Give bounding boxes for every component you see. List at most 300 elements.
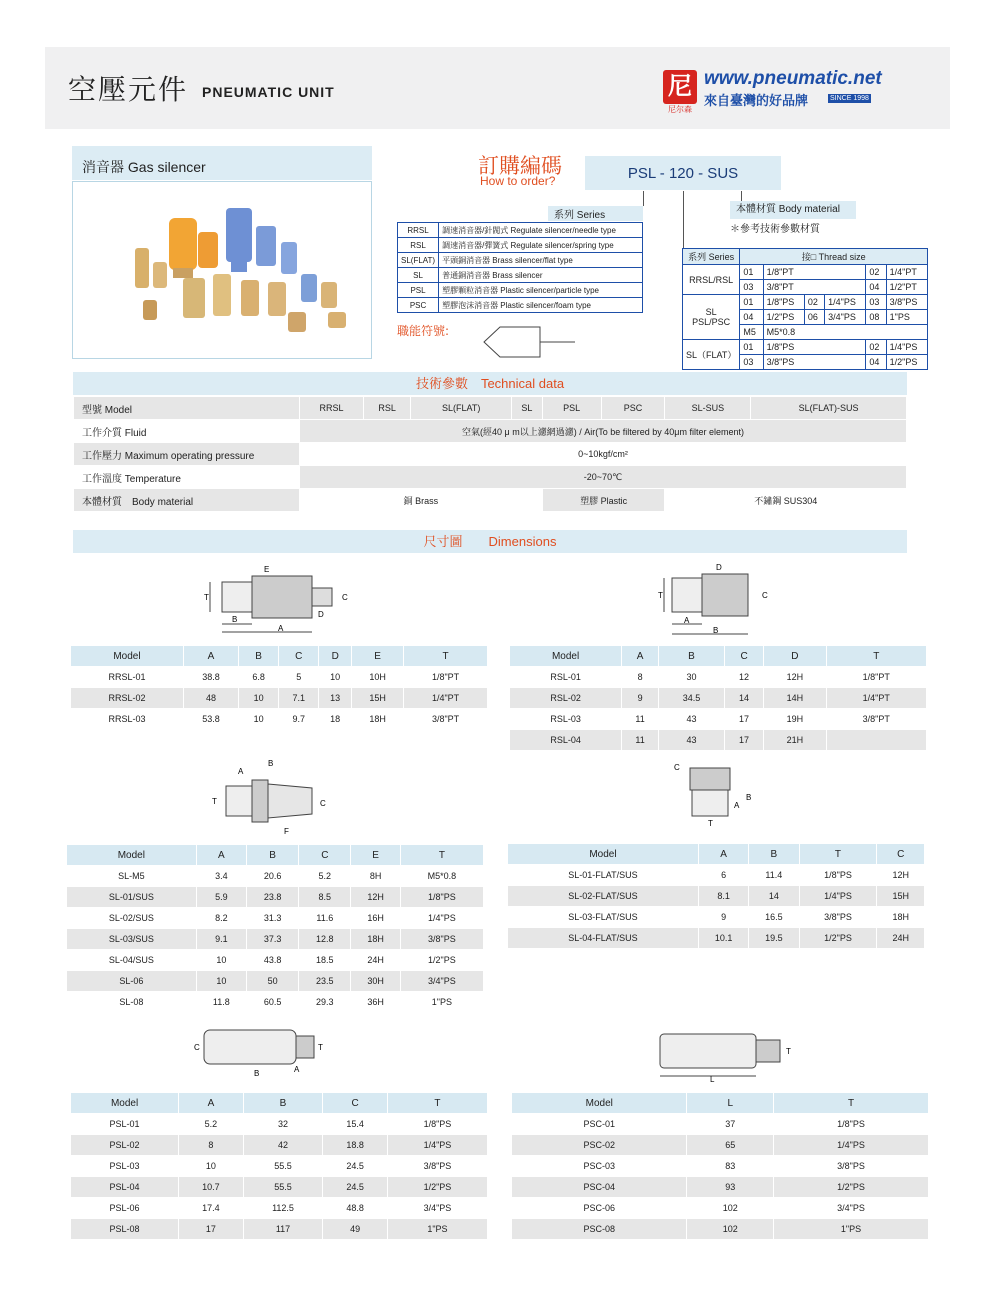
psc-drawing-icon	[650, 1028, 800, 1084]
table-cell: RRSL-01	[71, 667, 184, 688]
dim-letter: B	[268, 759, 274, 768]
dim-letter: B	[232, 615, 238, 624]
dim-letter: A	[278, 624, 284, 633]
table-cell: 17	[179, 1219, 244, 1240]
tech-value: 不鏽鋼 SUS304	[665, 489, 907, 512]
table-cell: 6	[698, 865, 748, 886]
part-number: PSL - 120 - SUS	[627, 165, 739, 182]
tech-label: 工作溫度 Temperature	[74, 466, 300, 489]
table-cell: 14	[724, 688, 763, 709]
table-cell: 12H	[351, 887, 400, 908]
table-cell: 1"PS	[774, 1219, 929, 1240]
table-cell: Model	[508, 844, 699, 865]
thread-group: SL（FLAT）	[683, 340, 740, 370]
table-cell: PSC-01	[512, 1114, 687, 1135]
table-cell: 34.5	[659, 688, 725, 709]
table-cell: T	[826, 646, 927, 667]
tech-model: SL(FLAT)	[411, 397, 512, 420]
table-cell: 17	[724, 709, 763, 730]
table-cell: 55.5	[243, 1177, 323, 1198]
table-cell: 55.5	[243, 1156, 323, 1177]
table-cell: Model	[67, 845, 197, 866]
table-row	[683, 295, 928, 310]
table-cell: C	[877, 844, 925, 865]
thread-code: 04	[866, 280, 886, 295]
table-cell: PSL-01	[71, 1114, 179, 1135]
series-label: 系列 Series	[548, 206, 643, 221]
series-code: PSC	[398, 298, 439, 313]
thread-code: 04	[866, 355, 886, 370]
page-title-en: PNEUMATIC UNIT	[202, 84, 335, 100]
table-cell: 112.5	[243, 1198, 323, 1219]
table-cell: 10.1	[698, 928, 748, 949]
tech-label: 型號 Model	[74, 397, 300, 420]
thread-group: RRSL/RSL	[683, 265, 740, 295]
table-cell: 11	[622, 709, 659, 730]
table-cell: 36H	[351, 992, 400, 1013]
series-desc: 塑膠顆粒消音器 Plastic silencer/particle type	[439, 283, 643, 298]
series-desc: 普通銅消音器 Brass silencer	[439, 268, 643, 283]
thread-code: 02	[866, 340, 886, 355]
table-cell: 1/8"PS	[774, 1114, 929, 1135]
table-cell: 11.4	[749, 865, 799, 886]
silencer-title: 消音器 Gas silencer	[82, 159, 206, 175]
thread-group: SL PSL/PSC	[683, 295, 740, 340]
table-cell: 16.5	[749, 907, 799, 928]
table-cell: 24H	[877, 928, 925, 949]
table-row	[71, 1177, 488, 1198]
dimensions-title: 尺寸圖 Dimensions	[73, 530, 907, 553]
table-cell: 18	[319, 709, 352, 730]
table-row	[398, 253, 643, 268]
table-row	[74, 466, 907, 489]
table-cell: 1/2"PS	[387, 1177, 487, 1198]
thread-code: 01	[740, 265, 763, 280]
table-cell: RRSL-03	[71, 709, 184, 730]
table-row	[71, 646, 488, 667]
table-row	[67, 992, 484, 1013]
table-cell: 10	[239, 688, 279, 709]
table-cell: D	[764, 646, 826, 667]
table-row	[510, 688, 927, 709]
dim-letter: C	[674, 763, 680, 772]
table-cell: 20.6	[247, 866, 299, 887]
table-cell: 23.8	[247, 887, 299, 908]
thread-size: 1/8"PS	[763, 340, 866, 355]
connector-line	[683, 191, 684, 248]
table-cell: SL-M5	[67, 866, 197, 887]
dim-letter: A	[238, 767, 244, 776]
table-cell: RSL-02	[510, 688, 622, 709]
table-row	[398, 268, 643, 283]
table-cell: SL-03-FLAT/SUS	[508, 907, 699, 928]
series-desc: 調速消音器/針閥式 Regulate silencer/needle type	[439, 223, 643, 238]
table-cell: 83	[687, 1156, 774, 1177]
table-cell	[826, 730, 927, 751]
table-cell: T	[799, 844, 877, 865]
table-cell: 5.2	[299, 866, 351, 887]
table-row	[71, 709, 488, 730]
table-cell: 8	[622, 667, 659, 688]
table-cell: 15H	[352, 688, 404, 709]
table-cell: 1/4"PS	[799, 886, 877, 907]
tech-model: RRSL	[300, 397, 364, 420]
table-cell: A	[183, 646, 238, 667]
table-cell: 42	[243, 1135, 323, 1156]
series-code: SL(FLAT)	[398, 253, 439, 268]
table-cell: 3/4"PS	[774, 1198, 929, 1219]
dim-letter: C	[762, 591, 768, 600]
series-code: RRSL	[398, 223, 439, 238]
table-row	[508, 928, 925, 949]
table-cell: 43	[659, 730, 725, 751]
table-cell: B	[239, 646, 279, 667]
table-cell: 3/8"PS	[387, 1156, 487, 1177]
table-cell: 1/4"PS	[774, 1135, 929, 1156]
table-cell: 9	[622, 688, 659, 709]
table-cell: 9.1	[196, 929, 246, 950]
dim-letter: D	[318, 610, 324, 619]
table-row	[67, 887, 484, 908]
table-cell: 5.2	[179, 1114, 244, 1135]
table-cell: 12.8	[299, 929, 351, 950]
connector-line	[741, 191, 742, 201]
table-cell: C	[299, 845, 351, 866]
table-cell: 30H	[351, 971, 400, 992]
table-cell: B	[243, 1093, 323, 1114]
table-cell: Model	[512, 1093, 687, 1114]
table-cell: 102	[687, 1198, 774, 1219]
thread-size: 3/8"PT	[763, 280, 866, 295]
table-row	[508, 844, 925, 865]
table-cell: 3/8"PT	[404, 709, 488, 730]
table-cell: SL-04-FLAT/SUS	[508, 928, 699, 949]
table-cell: 1/8"PS	[799, 865, 877, 886]
table-row	[71, 1156, 488, 1177]
table-row	[74, 489, 907, 512]
table-cell: 14H	[764, 688, 826, 709]
table-cell: 17	[724, 730, 763, 751]
table-cell: 43	[659, 709, 725, 730]
tech-model: SL	[511, 397, 542, 420]
table-cell: M5*0.8	[400, 866, 483, 887]
table-row	[510, 667, 927, 688]
dim-letter: A	[734, 801, 740, 810]
dim-letter: C	[320, 799, 326, 808]
table-cell: 1/2"PS	[774, 1177, 929, 1198]
thread-code: 02	[804, 295, 824, 310]
tech-title: 技術參數 Technical data	[73, 372, 907, 395]
table-cell: 3/8"PS	[799, 907, 877, 928]
table-row	[74, 397, 907, 420]
thread-size: 1/2"PS	[763, 310, 804, 325]
table-cell: SL-02/SUS	[67, 908, 197, 929]
tech-model: PSC	[601, 397, 665, 420]
table-row	[508, 865, 925, 886]
table-cell: 9	[698, 907, 748, 928]
table-row	[71, 1219, 488, 1240]
table-cell: 102	[687, 1219, 774, 1240]
brand-since-badge: SINCE 1998	[830, 95, 869, 102]
table-cell: 1/8"PS	[387, 1114, 487, 1135]
table-cell: 10	[179, 1156, 244, 1177]
series-desc: 塑膠泡沫消音器 Plastic silencer/foam type	[439, 298, 643, 313]
table-row	[683, 340, 928, 355]
thread-table	[682, 248, 928, 370]
table-cell: PSL-08	[71, 1219, 179, 1240]
dim-letter: E	[264, 565, 270, 574]
rsl-drawing-icon	[658, 562, 778, 640]
table-cell: 3/8"PS	[400, 929, 483, 950]
table-cell: 8.2	[196, 908, 246, 929]
table-cell: 37.3	[247, 929, 299, 950]
tech-label: 工作介質 Fluid	[74, 420, 300, 443]
order-title: 訂購編碼	[478, 154, 562, 178]
table-cell: 18.5	[299, 950, 351, 971]
table-cell: 8.5	[299, 887, 351, 908]
series-table	[397, 222, 643, 313]
table-cell: T	[400, 845, 483, 866]
table-cell: 19.5	[749, 928, 799, 949]
table-row	[71, 1114, 488, 1135]
table-row	[67, 908, 484, 929]
table-cell: PSL-02	[71, 1135, 179, 1156]
table-cell: E	[352, 646, 404, 667]
tech-model: SL(FLAT)-SUS	[751, 397, 907, 420]
table-cell: 38.8	[183, 667, 238, 688]
tech-value: 銅 Brass	[300, 489, 543, 512]
series-desc: 調速消音器/彈簧式 Regulate silencer/spring type	[439, 238, 643, 253]
rsl-table	[509, 645, 927, 751]
table-cell: 48.8	[323, 1198, 388, 1219]
table-row	[510, 730, 927, 751]
table-cell: 1/8"PS	[400, 887, 483, 908]
table-cell: 1/4"PT	[404, 688, 488, 709]
thread-header: 接□ Thread size	[740, 249, 928, 265]
table-cell: 12H	[764, 667, 826, 688]
table-cell: B	[247, 845, 299, 866]
table-cell: RSL-01	[510, 667, 622, 688]
table-cell: Model	[71, 1093, 179, 1114]
tech-label: 本體材質 Body material	[74, 489, 300, 512]
product-photo-icon	[73, 182, 371, 358]
table-cell: 18H	[351, 929, 400, 950]
table-cell: RSL-04	[510, 730, 622, 751]
tech-label: 工作壓力 Maximum operating pressure	[74, 443, 300, 466]
table-cell: PSC-06	[512, 1198, 687, 1219]
dim-letter: T	[204, 593, 209, 602]
table-cell: PSL-04	[71, 1177, 179, 1198]
product-photo	[72, 181, 372, 359]
table-cell: 53.8	[183, 709, 238, 730]
tech-value: 0~10kgf/cm²	[300, 443, 907, 466]
table-cell: 11.6	[299, 908, 351, 929]
brand-logo-icon: 尼	[663, 70, 697, 104]
thread-code: 01	[740, 295, 763, 310]
table-cell: 3/8"PT	[826, 709, 927, 730]
table-cell: T	[387, 1093, 487, 1114]
table-row	[71, 667, 488, 688]
table-cell: 11	[622, 730, 659, 751]
table-row	[512, 1114, 929, 1135]
table-cell: 1/4"PS	[400, 908, 483, 929]
dim-letter: T	[708, 819, 713, 828]
table-row	[71, 1198, 488, 1219]
table-cell: 10	[196, 950, 246, 971]
dim-letter: T	[212, 797, 217, 806]
table-cell: 1/2"PS	[400, 950, 483, 971]
table-cell: 1/4"PT	[826, 688, 927, 709]
table-cell: 49	[323, 1219, 388, 1240]
table-row	[512, 1177, 929, 1198]
table-cell: 1/8"PT	[404, 667, 488, 688]
table-cell: B	[659, 646, 725, 667]
thread-size: 1/8"PT	[763, 265, 866, 280]
tech-value: 空氣(經40 μ m以上濾網過濾) / Air(To be filtered by 40μm filter element)	[300, 420, 907, 443]
psc-table	[511, 1092, 929, 1240]
table-cell: 10	[319, 667, 352, 688]
thread-size: M5*0.8	[763, 325, 927, 340]
table-cell: A	[698, 844, 748, 865]
thread-code: 02	[866, 265, 886, 280]
rrsl-drawing-icon	[200, 562, 360, 640]
thread-size: 3/8"PS	[886, 295, 927, 310]
table-cell: SL-03/SUS	[67, 929, 197, 950]
dim-letter: T	[318, 1043, 323, 1052]
table-row	[67, 845, 484, 866]
table-cell: C	[323, 1093, 388, 1114]
table-cell: 1/2"PS	[799, 928, 877, 949]
table-cell: 3.4	[196, 866, 246, 887]
table-cell: A	[179, 1093, 244, 1114]
table-cell: 117	[243, 1219, 323, 1240]
table-cell: PSC-03	[512, 1156, 687, 1177]
table-cell: 5.9	[196, 887, 246, 908]
table-row	[74, 443, 907, 466]
thread-code: 08	[866, 310, 886, 325]
table-row	[398, 298, 643, 313]
table-row	[71, 688, 488, 709]
thread-code: M5	[740, 325, 763, 340]
rrsl-table	[70, 645, 488, 730]
table-row	[512, 1135, 929, 1156]
dim-letter: D	[716, 563, 722, 572]
table-cell: A	[196, 845, 246, 866]
dim-letter: L	[710, 1075, 715, 1084]
thread-size: 3/8"PS	[763, 355, 866, 370]
table-cell: 43.8	[247, 950, 299, 971]
table-cell: D	[319, 646, 352, 667]
table-cell: 11.8	[196, 992, 246, 1013]
table-cell: SL-01-FLAT/SUS	[508, 865, 699, 886]
series-code: RSL	[398, 238, 439, 253]
table-row	[67, 929, 484, 950]
brand-slogan: 來自臺灣的好品牌	[704, 94, 809, 109]
table-cell: 48	[183, 688, 238, 709]
dim-letter: B	[713, 626, 719, 635]
silencer-symbol-icon	[480, 322, 580, 362]
table-row	[510, 646, 927, 667]
table-cell: 24H	[351, 950, 400, 971]
material-label: 本體材質 Body material	[730, 201, 856, 219]
table-cell: 93	[687, 1177, 774, 1198]
table-cell: 8.1	[698, 886, 748, 907]
table-cell: SL-08	[67, 992, 197, 1013]
table-row	[67, 950, 484, 971]
psl-table	[70, 1092, 488, 1240]
table-cell: 9.7	[279, 709, 319, 730]
table-cell: 15.4	[323, 1114, 388, 1135]
dim-letter: A	[684, 616, 690, 625]
table-cell: 5	[279, 667, 319, 688]
table-row	[508, 886, 925, 907]
brand-url-link[interactable]: www.pneumatic.net	[704, 68, 882, 89]
table-row	[510, 709, 927, 730]
table-cell: T	[404, 646, 488, 667]
thread-size: 1/4"PS	[825, 295, 866, 310]
table-cell: 37	[687, 1114, 774, 1135]
thread-size: 1/8"PS	[763, 295, 804, 310]
series-desc: 平頭銅消音器 Brass silencer/flat type	[439, 253, 643, 268]
table-cell: 24.5	[323, 1156, 388, 1177]
table-row	[512, 1219, 929, 1240]
table-cell: 7.1	[279, 688, 319, 709]
thread-size: 1/4"PS	[886, 340, 927, 355]
dim-letter: B	[746, 793, 752, 802]
table-cell: 60.5	[247, 992, 299, 1013]
tech-table	[73, 396, 907, 512]
table-cell: 13	[319, 688, 352, 709]
slflat-table	[507, 843, 925, 949]
table-cell: 10	[196, 971, 246, 992]
table-row	[67, 971, 484, 992]
table-row	[512, 1198, 929, 1219]
table-cell: 30	[659, 667, 725, 688]
dim-letter: T	[786, 1047, 791, 1056]
thread-code: 01	[740, 340, 763, 355]
table-cell: 23.5	[299, 971, 351, 992]
table-cell: C	[279, 646, 319, 667]
thread-size: 1"PS	[886, 310, 927, 325]
table-cell: L	[687, 1093, 774, 1114]
table-row	[512, 1156, 929, 1177]
table-cell: 10H	[352, 667, 404, 688]
table-cell: 12	[724, 667, 763, 688]
dim-letter: C	[194, 1043, 200, 1052]
thread-code: 06	[804, 310, 824, 325]
table-cell: 1"PS	[400, 992, 483, 1013]
slflat-drawing-icon	[670, 760, 760, 830]
table-cell: 18H	[877, 907, 925, 928]
tech-model: PSL	[542, 397, 601, 420]
table-cell: RSL-03	[510, 709, 622, 730]
table-cell: 12H	[877, 865, 925, 886]
tech-model: RSL	[363, 397, 410, 420]
table-row	[508, 907, 925, 928]
thread-size: 1/2"PS	[886, 355, 927, 370]
dim-letter: F	[284, 827, 289, 836]
table-row	[398, 283, 643, 298]
psl-drawing-icon	[190, 1024, 330, 1080]
table-cell: 14	[749, 886, 799, 907]
table-cell: Model	[71, 646, 184, 667]
table-cell: 65	[687, 1135, 774, 1156]
tech-model: SL-SUS	[665, 397, 751, 420]
table-cell: 17.4	[179, 1198, 244, 1219]
table-cell: 10	[239, 709, 279, 730]
table-cell: B	[749, 844, 799, 865]
table-cell: 8	[179, 1135, 244, 1156]
